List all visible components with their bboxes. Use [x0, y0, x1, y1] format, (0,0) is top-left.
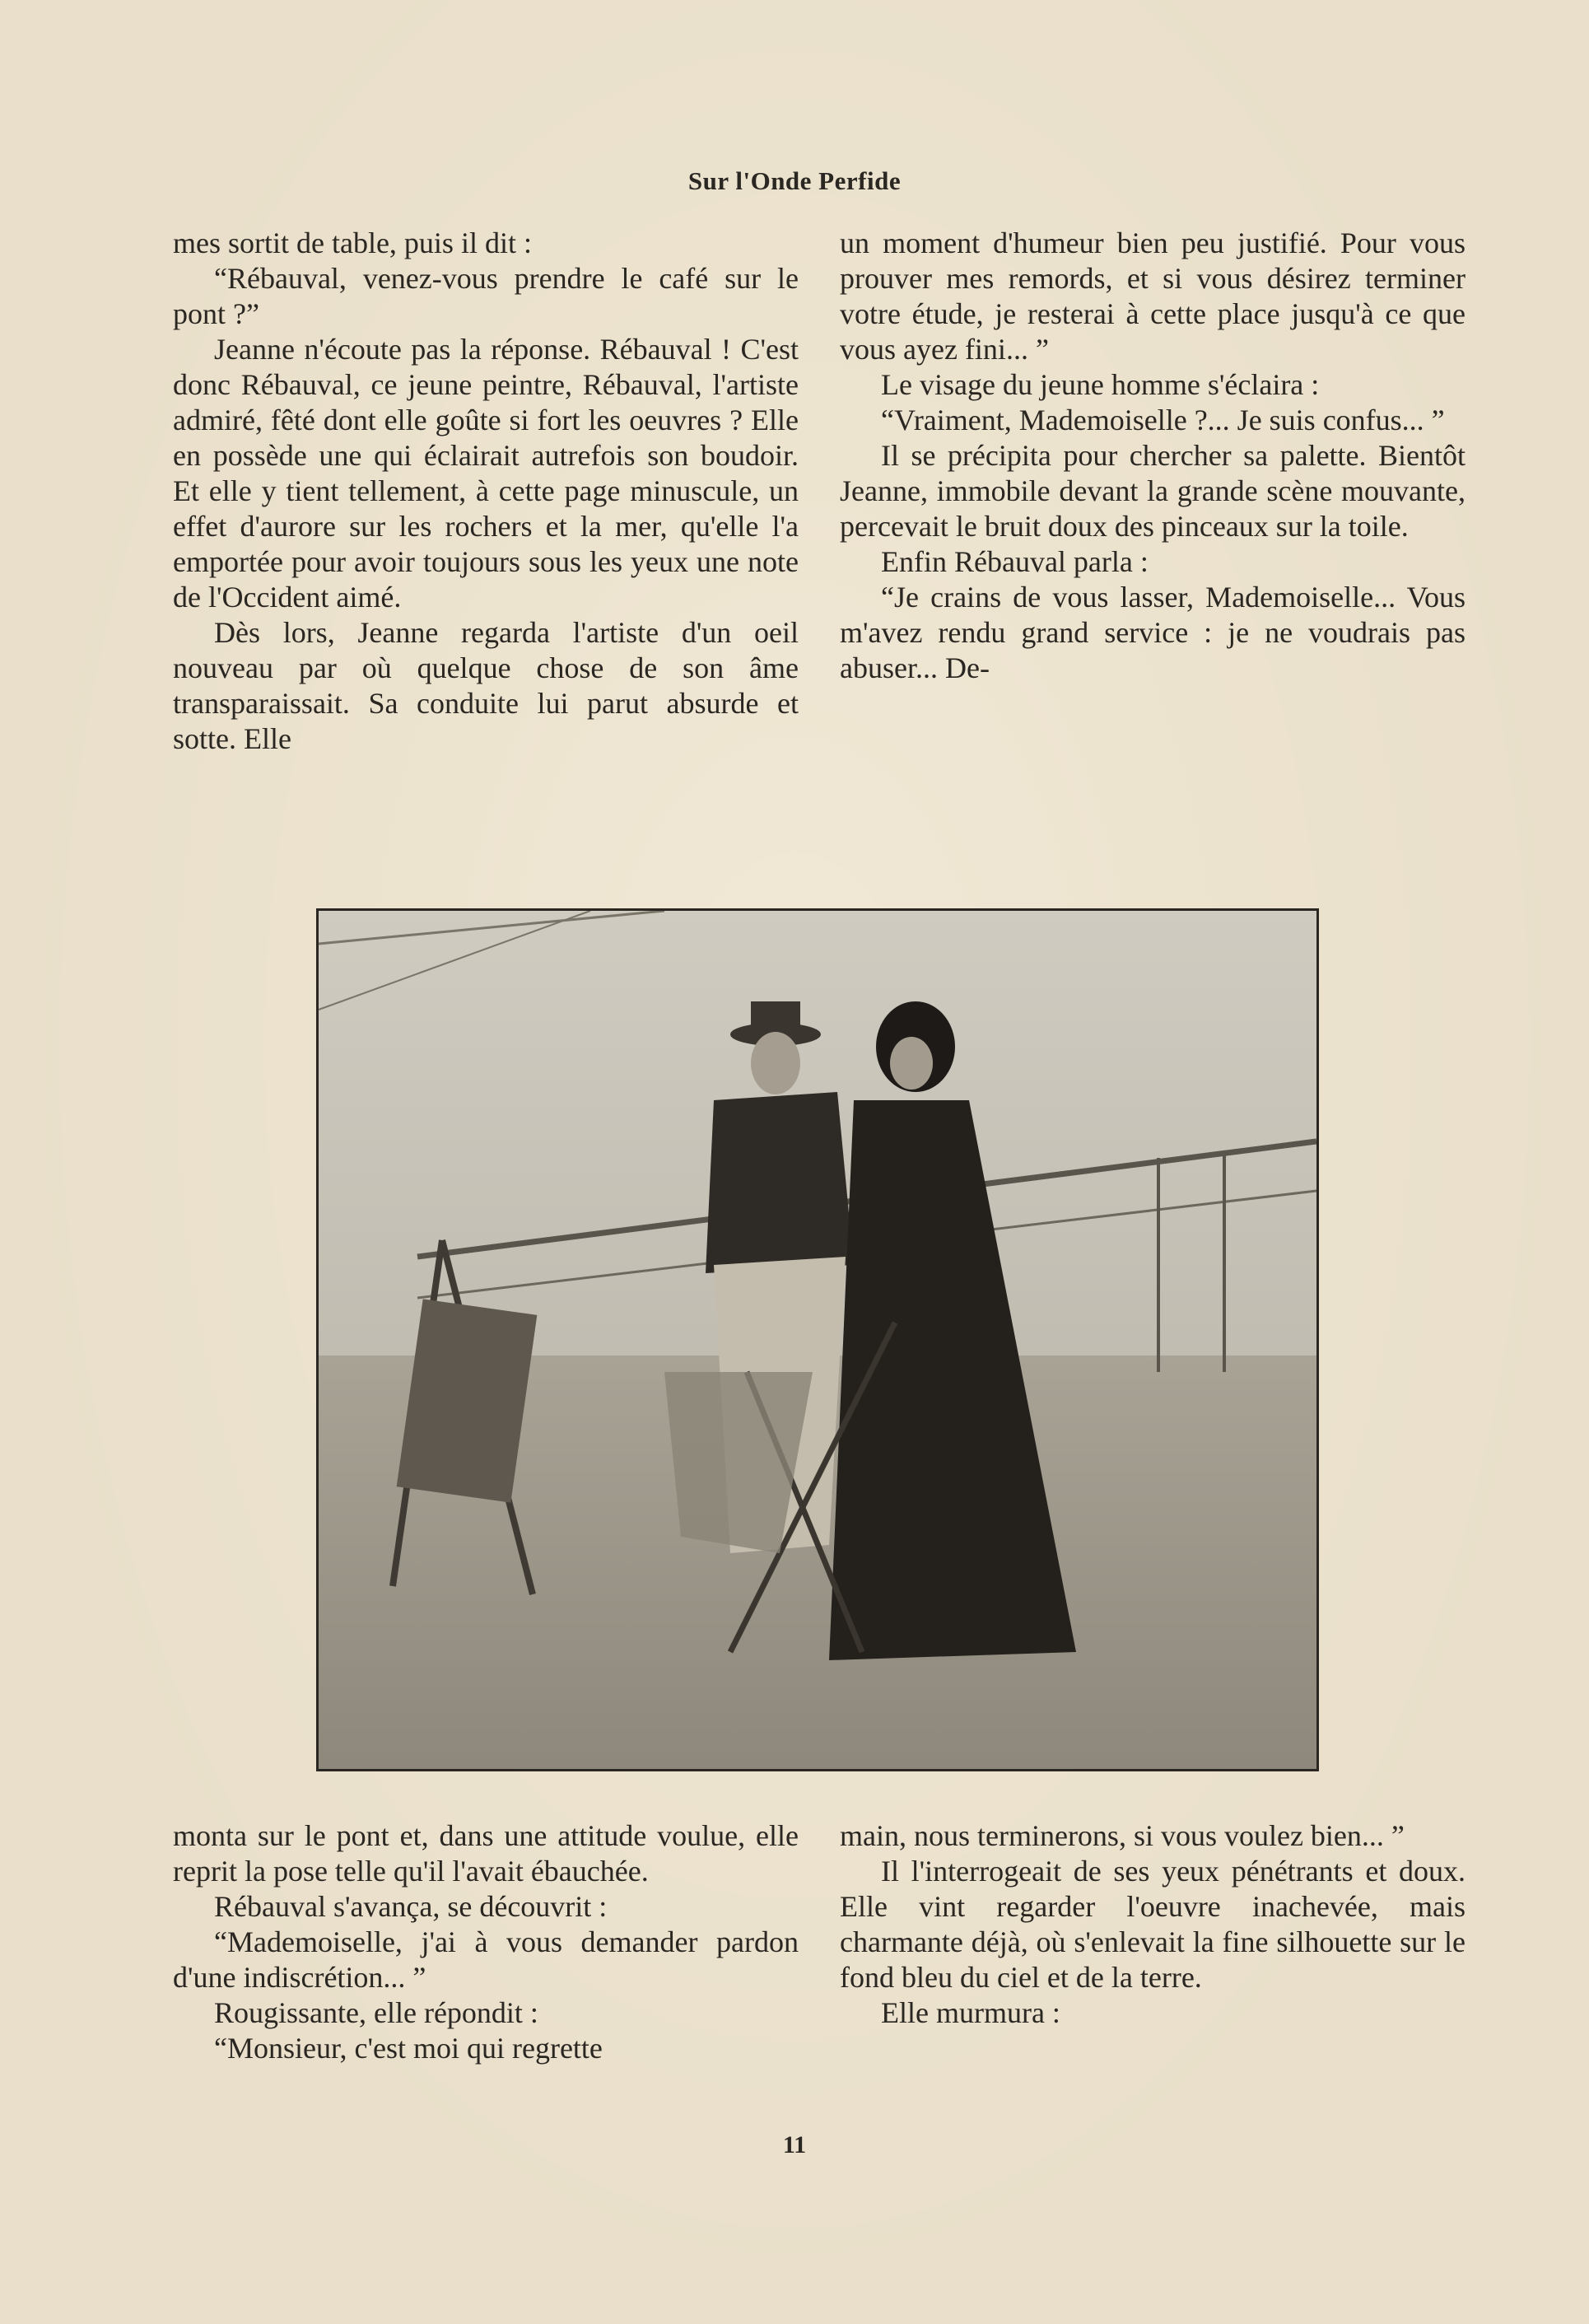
paragraph: Rébauval s'avança, se découvrit : [214, 1890, 608, 1923]
paragraph: Rougissante, elle répondit : [214, 1996, 538, 2029]
paragraph: Enfin Rébauval parla : [881, 545, 1149, 578]
ship-deck-scene-image [319, 911, 1316, 1769]
paragraph: monta sur le pont et, dans une attitude voulue, elle reprit la pose telle qu'il l'avait ébauchée. [173, 1819, 799, 1888]
column-top-left [173, 226, 799, 757]
column-bottom-left [173, 1818, 799, 2066]
photo-illustration [316, 908, 1319, 1771]
paragraph: “Monsieur, c'est moi qui regrette [214, 2032, 603, 2065]
paragraph: un moment d'humeur bien peu justifié. Pour vous prouver mes remords, et si vous désirez terminer votre étude, je resterai à cette place jusqu'à ce que vous ayez fini... ” [840, 226, 1466, 366]
paragraph: Jeanne n'écoute pas la réponse. Rébauval ! C'est donc Rébauval, ce jeune peintre, Rébauval, l'artiste admiré, fêté dont elle goûte si fort les oeuvres ? Elle en possède une qui éclairait autrefois son boudoir. Et elle y tient tellement, à cette page minuscule, un effet d'aurore sur les rochers et la mer, qu'elle l'a emportée pour avoir toujours sous les yeux une note de l'Occident aimé. [173, 333, 799, 614]
paragraph: “Mademoiselle, j'ai à vous demander pardon d'une indiscrétion... ” [173, 1925, 799, 1994]
paragraph: “Vraiment, Mademoiselle ?... Je suis confus... ” [881, 404, 1445, 436]
paragraph: main, nous terminerons, si vous voulez bien... ” [840, 1819, 1405, 1852]
paragraph: “Je crains de vous lasser, Mademoiselle... Vous m'avez rendu grand service : je ne voudrais pas abuser... De- [840, 581, 1466, 684]
paragraph: Le visage du jeune homme s'éclaira : [881, 368, 1320, 401]
paragraph: Il l'interrogeait de ses yeux pénétrants et doux. Elle vint regarder l'oeuvre inachevée, mais charmante déjà, où s'enlevait la fine silhouette sur le fond bleu du ciel et de la terre. [840, 1855, 1466, 1994]
page-number: 11 [782, 2131, 807, 2158]
paragraph: Il se précipita pour chercher sa palette. Bientôt Jeanne, immobile devant la grande scène mouvante, percevait le bruit doux des pinceaux sur la toile. [840, 439, 1466, 543]
paragraph: mes sortit de table, puis il dit : [173, 226, 532, 259]
paragraph: Elle murmura : [881, 1996, 1060, 2029]
column-top-right [840, 226, 1466, 686]
paragraph: Dès lors, Jeanne regarda l'artiste d'un oeil nouveau par où quelque chose de son âme transparaissait. Sa conduite lui parut absurde et sotte. Elle [173, 616, 799, 755]
column-bottom-right [840, 1818, 1466, 2031]
running-title: Sur l'Onde Perfide [687, 166, 902, 195]
paragraph: “Rébauval, venez-vous prendre le café sur le pont ?” [173, 262, 799, 330]
